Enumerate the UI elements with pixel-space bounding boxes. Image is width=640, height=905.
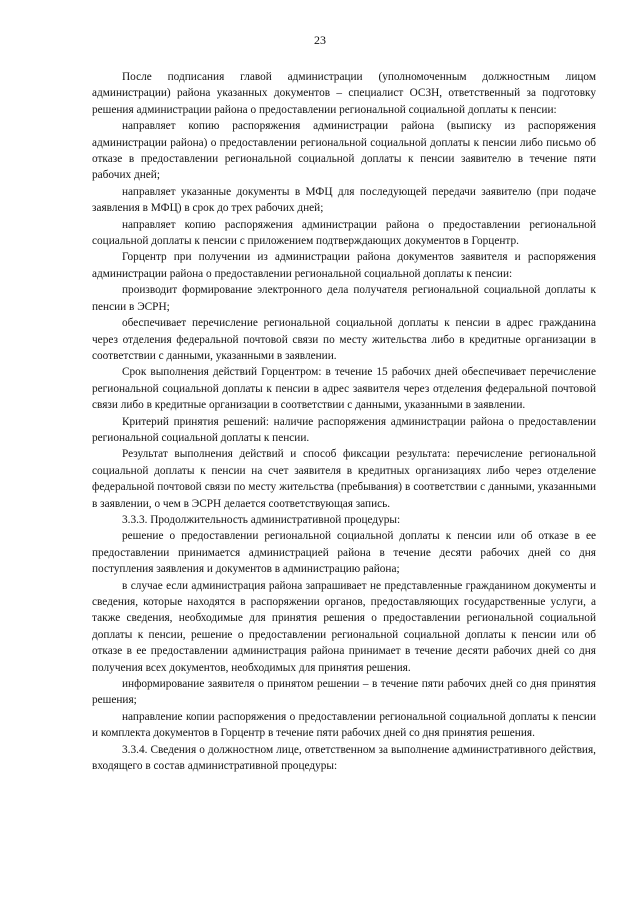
section-heading: 3.3.3. Продолжительность административной процедуры: <box>122 513 401 526</box>
paragraph: направление копии распоряжения о предоставлении региональной социальной доплаты к пенсии и комплекта документов в Горцентр в течение пяти рабочих дней со дня принятия решения. <box>92 710 596 740</box>
paragraph: Результат выполнения действий и способ фиксации результата: перечисление региональной социальной доплаты к пенсии на счет заявителя в кредитных организациях либо через отделение федеральной почтовой связи по месту жительства (пребывания) в соответствии с данными, указанными в заявлении, о чем в ЭСРН делается соответствующая запись. <box>92 448 596 510</box>
page-body <box>92 69 596 774</box>
paragraph: направляет копию распоряжения администрации района (выписку из распоряжения администрации района) о предоставлении региональной социальной доплаты к пенсии либо письмо об отказе в предоставлении региональной социальной доплаты к пенсии заявителю в течение пяти рабочих дней; <box>92 120 596 182</box>
paragraph: информирование заявителя о принятом решении – в течение пяти рабочих дней со дня принятия решения; <box>92 678 596 707</box>
paragraph: Критерий принятия решений: наличие распоряжения администрации района о предоставлении региональной социальной доплаты к пенсии. <box>92 415 596 444</box>
paragraph: Срок выполнения действий Горцентром: в течение 15 рабочих дней обеспечивает перечисление региональной социальной доплаты к пенсии в адрес заявителя через отделения федеральной почтовой связи либо в кредитные организации в соответствии с данными, указанными в заявлении. <box>92 366 596 412</box>
page-number: 23 <box>314 33 326 47</box>
section-heading: 3.3.4. Сведения о должностном лице, ответственном за выполнение административного действия, входящего в состав административной процедуры: <box>92 743 596 773</box>
paragraph: производит формирование электронного дела получателя региональной социальной доплаты к пенсии в ЭСРН; <box>92 284 596 313</box>
paragraph: После подписания главой администрации (уполномоченным должностным лицом администрации) района указанных документов – специалист ОСЗН, ответственный за подготовку решения администрации района о предоставлении региональной социальной доплаты к пенсии: <box>92 71 596 116</box>
paragraph: обеспечивает перечисление региональной социальной доплаты к пенсии в адрес гражданина через отделения федеральной почтовой связи по месту жительства либо в кредитные организации в соответствии с данными, указанными в заявлении. <box>92 317 596 362</box>
paragraph: в случае если администрация района запрашивает не представленные гражданином документы и сведения, которые находятся в распоряжении органов, предоставляющих государственные услуги, а также сведения, необходимые для принятия решения о предоставлении региональной социальной доплаты к пенсии, решение о предоставлении региональной социальной доплаты к пенсии или об отказе в ее предоставлении администрация района принимает в течение десяти рабочих дней со дня получения всех документов, необходимых для принятия решения. <box>92 579 596 674</box>
paragraph: направляет указанные документы в МФЦ для последующей передачи заявителю (при подаче заявления в МФЦ) в срок до трех рабочих дней; <box>92 185 596 215</box>
paragraph: Горцентр при получении из администрации района документов заявителя и распоряжения администрации района о предоставлении региональной социальной доплаты к пенсии: <box>92 251 596 280</box>
paragraph: решение о предоставлении региональной социальной доплаты к пенсии или об отказе в ее предоставлении принимается администрацией района в течение десяти рабочих дней со дня поступления заявления и документов в администрацию района; <box>92 530 596 576</box>
paragraph: направляет копию распоряжения администрации района о предоставлении региональной социальной доплаты к пенсии с приложением подтверждающих документов в Горцентр. <box>92 218 596 248</box>
